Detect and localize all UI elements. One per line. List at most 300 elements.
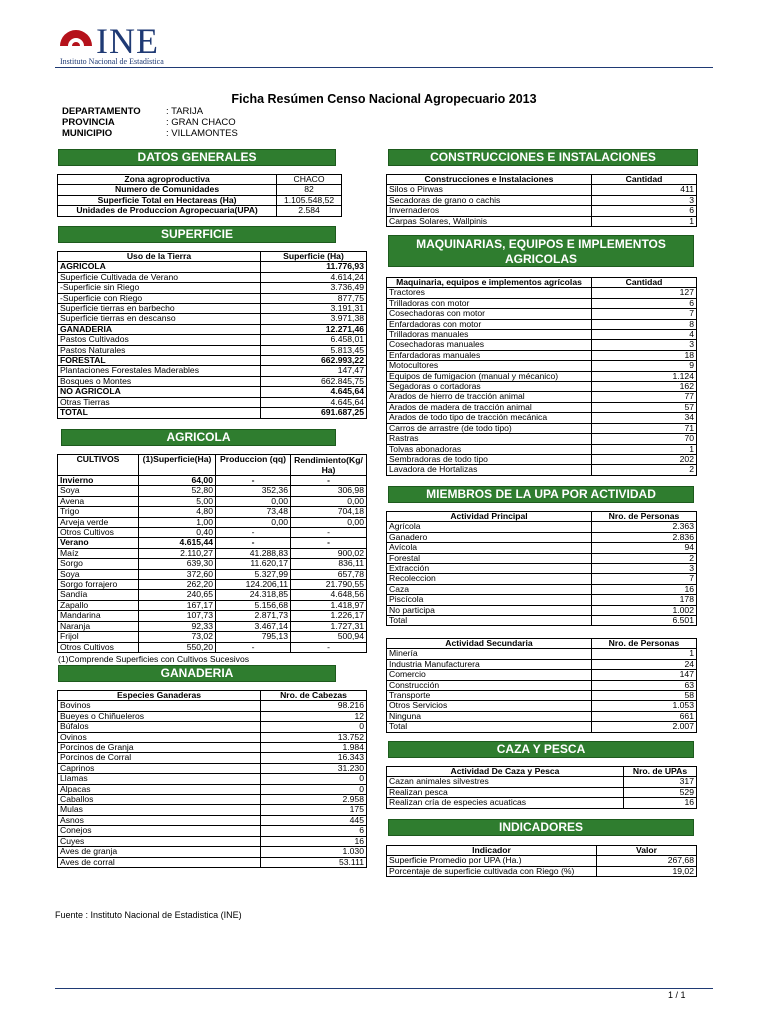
- row-label: Minería: [387, 649, 592, 659]
- row-value: 0,00: [291, 496, 367, 506]
- row-label: Lavadora de Hortalizas: [387, 465, 592, 475]
- row-value: 1.105.548,52: [277, 195, 342, 205]
- row-value: 2.007: [592, 722, 697, 732]
- table-row: [387, 798, 697, 808]
- row-label: Equipos de fumigacion (manual y mécanico): [387, 371, 592, 381]
- row-value: 3: [592, 195, 697, 205]
- row-label: Industria Manufacturera: [387, 659, 592, 669]
- maquinarias-table: [386, 277, 697, 476]
- col-superficie-ha: (1)Superficie(Ha): [139, 455, 216, 476]
- row-label: Cuyes: [58, 836, 261, 846]
- col-maquinaria: Maquinaria, equipos e implementos agrícolas: [387, 278, 592, 288]
- row-label: Realizan pesca: [387, 787, 624, 797]
- table-row: [387, 553, 697, 563]
- table-row: [58, 795, 367, 805]
- row-value: 0: [261, 784, 367, 794]
- table-row: [58, 580, 367, 590]
- table-row: [387, 340, 697, 350]
- row-label: Caprinos: [58, 763, 261, 773]
- row-label: Agrícola: [387, 522, 592, 532]
- row-label: Bueyes o Chiñueleros: [58, 711, 261, 721]
- table-row: [58, 262, 367, 272]
- row-value: 18: [592, 350, 697, 360]
- maquinarias-heading-line1: MAQUINARIAS, EQUIPOS E IMPLEMENTOS: [416, 237, 666, 251]
- row-value: 1,00: [139, 517, 216, 527]
- row-value: 0,40: [139, 528, 216, 538]
- row-value: 73,02: [139, 632, 216, 642]
- actividad-principal-table: [386, 511, 697, 626]
- row-value: 352,36: [216, 486, 291, 496]
- table-row: [58, 517, 367, 527]
- row-label: Soya: [58, 569, 139, 579]
- row-value: 2: [592, 553, 697, 563]
- row-label: Cosechadoras manuales: [387, 340, 592, 350]
- table-row: [58, 805, 367, 815]
- row-value: 4.645,64: [261, 397, 367, 407]
- row-value: 0,00: [216, 517, 291, 527]
- table-row: [58, 356, 367, 366]
- row-label: GANADERIA: [58, 324, 261, 334]
- row-label: Avena: [58, 496, 139, 506]
- value-provincia: : GRAN CHACO: [166, 117, 236, 128]
- row-value: 0: [261, 774, 367, 784]
- table-row: [58, 324, 367, 334]
- table-row: [387, 413, 697, 423]
- ine-logo: [58, 20, 198, 70]
- row-value: 82: [277, 185, 342, 195]
- table-row: [387, 584, 697, 594]
- table-row: [387, 392, 697, 402]
- table-row: [58, 711, 367, 721]
- table-row: [387, 309, 697, 319]
- table-row: [387, 444, 697, 454]
- row-label: Mulas: [58, 805, 261, 815]
- table-row: [58, 366, 367, 376]
- row-label: Superficie Total en Hectareas (Ha): [58, 195, 277, 205]
- row-label: Bosques o Montes: [58, 376, 261, 386]
- row-label: Aves de granja: [58, 847, 261, 857]
- table-row: [58, 408, 367, 418]
- row-label: Invernaderos: [387, 206, 592, 216]
- maquinarias-heading-line2: AGRICOLAS: [505, 252, 577, 266]
- row-value: 877,75: [261, 293, 367, 303]
- col-actividad-principal: Actividad Principal: [387, 512, 592, 522]
- table-row: [387, 522, 697, 532]
- row-label: Porcinos de Granja: [58, 743, 261, 753]
- row-label: Porcinos de Corral: [58, 753, 261, 763]
- row-value: 1: [592, 649, 697, 659]
- row-value: 306,98: [291, 486, 367, 496]
- row-value: 70: [592, 434, 697, 444]
- row-label: Frijol: [58, 632, 139, 642]
- row-label: Aves de corral: [58, 857, 261, 867]
- table-row: [387, 216, 697, 226]
- table-row: [387, 701, 697, 711]
- table-row: [387, 465, 697, 475]
- row-value: 5.156,68: [216, 600, 291, 610]
- table-row: [58, 548, 367, 558]
- label-departamento: DEPARTAMENTO: [62, 106, 141, 117]
- row-value: 317: [624, 777, 697, 787]
- row-label: Tractores: [387, 288, 592, 298]
- row-label: Porcentaje de superficie cultivada con Riego (%): [387, 866, 597, 876]
- agricola-table: [57, 454, 367, 653]
- table-row: [58, 774, 367, 784]
- row-label: Bovinos: [58, 701, 261, 711]
- table-row: [387, 532, 697, 542]
- row-label: Otros Cultivos: [58, 642, 139, 652]
- table-row: [387, 361, 697, 371]
- row-value: 4,80: [139, 507, 216, 517]
- row-label: Zapallo: [58, 600, 139, 610]
- table-row: [387, 350, 697, 360]
- row-value: 7: [592, 309, 697, 319]
- table-row: [58, 476, 367, 486]
- location-labels: [62, 106, 141, 139]
- indicadores-table: [386, 845, 697, 877]
- row-value: 24.318,85: [216, 590, 291, 600]
- table-row: [58, 600, 367, 610]
- row-label: FORESTAL: [58, 356, 261, 366]
- row-value: 124.206,11: [216, 580, 291, 590]
- row-value: 411: [592, 185, 697, 195]
- row-value: 9: [592, 361, 697, 371]
- table-row: [58, 397, 367, 407]
- row-label: Otros Cultivos: [58, 528, 139, 538]
- row-label: Llamas: [58, 774, 261, 784]
- agricola-footnote: (1)Comprende Superficies con Cultivos Sucesivos: [58, 654, 250, 664]
- table-row: [387, 330, 697, 340]
- row-label: Realizan cría de especies acuaticas: [387, 798, 624, 808]
- location-values: [166, 106, 238, 139]
- table-row: [387, 722, 697, 732]
- row-label: Superficie Cultivada de Verano: [58, 272, 261, 282]
- col-personas-secundaria: Nro. de Personas: [592, 639, 697, 649]
- row-value: 52,80: [139, 486, 216, 496]
- row-label: Superficie Promedio por UPA (Ha.): [387, 856, 597, 866]
- row-value: 16: [592, 584, 697, 594]
- row-value: 1.002: [592, 605, 697, 615]
- table-row: [387, 543, 697, 553]
- row-label: Arados de madera de tracción animal: [387, 402, 592, 412]
- table-row: [58, 611, 367, 621]
- row-label: Verano: [58, 538, 139, 548]
- table-row: [58, 345, 367, 355]
- row-value: 662.845,75: [261, 376, 367, 386]
- row-label: Otros Servicios: [387, 701, 592, 711]
- row-value: 19,02: [597, 866, 697, 876]
- logo-text: INE: [96, 21, 159, 61]
- row-value: 1.727,31: [291, 621, 367, 631]
- row-value: 63: [592, 680, 697, 690]
- row-label: Arveja verde: [58, 517, 139, 527]
- table-row: [58, 569, 367, 579]
- row-label: Conejos: [58, 826, 261, 836]
- row-label: Trigo: [58, 507, 139, 517]
- table-row: [58, 621, 367, 631]
- row-label: Trilladoras manuales: [387, 330, 592, 340]
- table-row: [58, 496, 367, 506]
- row-value: 71: [592, 423, 697, 433]
- table-row: [58, 538, 367, 548]
- row-value: 6.501: [592, 616, 697, 626]
- table-row: [58, 293, 367, 303]
- section-header-miembros: MIEMBROS DE LA UPA POR ACTIVIDAD: [388, 486, 694, 503]
- row-value: 3: [592, 564, 697, 574]
- row-value: 57: [592, 402, 697, 412]
- row-value: 11.776,93: [261, 262, 367, 272]
- table-row: [58, 335, 367, 345]
- table-row: [387, 382, 697, 392]
- row-value: 4.614,24: [261, 272, 367, 282]
- row-value: 529: [624, 787, 697, 797]
- row-label: Piscícola: [387, 595, 592, 605]
- table-row: [58, 753, 367, 763]
- row-value: 662.993,22: [261, 356, 367, 366]
- col-superficie: Superficie (Ha): [261, 252, 367, 262]
- datos-generales-table: [57, 174, 342, 217]
- table-row: [387, 402, 697, 412]
- row-value: 202: [592, 454, 697, 464]
- row-value: 41.288,83: [216, 548, 291, 558]
- source-note: Fuente : Instituto Nacional de Estadistica (INE): [55, 910, 242, 920]
- row-value: -: [291, 528, 367, 538]
- row-value: 267,68: [597, 856, 697, 866]
- row-label: Cazan animales silvestres: [387, 777, 624, 787]
- row-value: 0: [261, 722, 367, 732]
- row-value: 16.343: [261, 753, 367, 763]
- row-label: -Superficie sin Riego: [58, 283, 261, 293]
- row-label: Extracción: [387, 564, 592, 574]
- row-value: 167,17: [139, 600, 216, 610]
- row-label: Enfardadoras manuales: [387, 350, 592, 360]
- row-value: 13.752: [261, 732, 367, 742]
- row-value: 12: [261, 711, 367, 721]
- table-row: [58, 283, 367, 293]
- row-label: Otras Tierras: [58, 397, 261, 407]
- table-row: [387, 564, 697, 574]
- row-value: 4: [592, 330, 697, 340]
- table-row: [387, 659, 697, 669]
- table-row: [58, 486, 367, 496]
- table-row: [387, 670, 697, 680]
- ganaderia-table: [57, 690, 367, 868]
- row-value: 6: [592, 298, 697, 308]
- row-label: Mandarina: [58, 611, 139, 621]
- table-row: [58, 632, 367, 642]
- row-label: Comercio: [387, 670, 592, 680]
- table-row: [387, 787, 697, 797]
- row-value: 639,30: [139, 559, 216, 569]
- col-maquinaria-cantidad: Cantidad: [592, 278, 697, 288]
- row-label: Sandía: [58, 590, 139, 600]
- row-value: 262,20: [139, 580, 216, 590]
- row-label: Zona agroproductiva: [58, 175, 277, 185]
- row-value: 3.736,49: [261, 283, 367, 293]
- row-value: 550,20: [139, 642, 216, 652]
- table-row: [58, 743, 367, 753]
- row-value: 900,02: [291, 548, 367, 558]
- table-row: [58, 528, 367, 538]
- table-row: [58, 387, 367, 397]
- table-row: [387, 195, 697, 205]
- row-value: 2.871,73: [216, 611, 291, 621]
- row-label: Carpas Solares, Wallpinis: [387, 216, 592, 226]
- table-row: [58, 722, 367, 732]
- table-row: [387, 454, 697, 464]
- row-value: 5.813,45: [261, 345, 367, 355]
- col-produccion: Produccion (qq): [216, 455, 291, 476]
- table-row: [387, 423, 697, 433]
- table-row: [58, 376, 367, 386]
- table-row: [387, 206, 697, 216]
- row-value: 1.418,97: [291, 600, 367, 610]
- col-indicador: Indicador: [387, 846, 597, 856]
- logo-subtitle: Instituto Nacional de Estadística: [60, 57, 164, 66]
- row-value: 107,73: [139, 611, 216, 621]
- row-value: 1.226,17: [291, 611, 367, 621]
- row-label: Segadoras o cortadoras: [387, 382, 592, 392]
- table-row: [387, 856, 697, 866]
- section-header-superficie: SUPERFICIE: [58, 226, 336, 243]
- col-actividad-secundaria: Actividad Secundaria: [387, 639, 592, 649]
- row-value: 11.620,17: [216, 559, 291, 569]
- col-personas-principal: Nro. de Personas: [592, 512, 697, 522]
- row-value: 6: [261, 826, 367, 836]
- row-value: 1: [592, 444, 697, 454]
- row-value: -: [216, 642, 291, 652]
- row-value: -: [216, 476, 291, 486]
- row-label: Total: [387, 722, 592, 732]
- row-value: -: [291, 476, 367, 486]
- construcciones-table: [386, 174, 697, 227]
- row-label: Avícola: [387, 543, 592, 553]
- row-label: Enfardadoras con motor: [387, 319, 592, 329]
- table-row: [58, 836, 367, 846]
- row-value: 2.836: [592, 532, 697, 542]
- row-value: 2.584: [277, 206, 342, 216]
- row-value: 6: [592, 206, 697, 216]
- page-number: 1 / 1: [668, 990, 686, 1000]
- row-value: 31.230: [261, 763, 367, 773]
- table-row: [387, 298, 697, 308]
- table-row: [58, 507, 367, 517]
- row-label: Caza: [387, 584, 592, 594]
- table-row: [387, 371, 697, 381]
- row-label: Invierno: [58, 476, 139, 486]
- row-value: 3.971,38: [261, 314, 367, 324]
- row-value: CHACO: [277, 175, 342, 185]
- row-label: Rastras: [387, 434, 592, 444]
- row-value: 178: [592, 595, 697, 605]
- row-value: 98.216: [261, 701, 367, 711]
- row-value: -: [216, 528, 291, 538]
- table-row: [58, 857, 367, 867]
- row-value: 445: [261, 815, 367, 825]
- row-label: Pastos Cultivados: [58, 335, 261, 345]
- row-label: Total: [387, 616, 592, 626]
- row-value: 73,48: [216, 507, 291, 517]
- row-label: Superficie tierras en barbecho: [58, 304, 261, 314]
- row-label: Maíz: [58, 548, 139, 558]
- footer-divider: [55, 988, 713, 989]
- row-value: 1.984: [261, 743, 367, 753]
- row-label: Numero de Comunidades: [58, 185, 277, 195]
- row-value: 0,00: [291, 517, 367, 527]
- table-row: [387, 866, 697, 876]
- row-label: Pastos Naturales: [58, 345, 261, 355]
- row-value: 5.327,99: [216, 569, 291, 579]
- row-value: 691.687,25: [261, 408, 367, 418]
- table-row: [387, 680, 697, 690]
- row-value: 2.363: [592, 522, 697, 532]
- row-label: Sembradoras de todo tipo: [387, 454, 592, 464]
- row-label: Arados de hierro de tracción animal: [387, 392, 592, 402]
- section-header-maquinarias: [388, 235, 694, 267]
- row-value: 1.124: [592, 371, 697, 381]
- row-label: Secadoras de grano o cachis: [387, 195, 592, 205]
- row-label: Recoleccion: [387, 574, 592, 584]
- row-value: 21.790,55: [291, 580, 367, 590]
- row-label: Ninguna: [387, 711, 592, 721]
- col-actividad-caza: Actividad De Caza y Pesca: [387, 767, 624, 777]
- row-label: Plantaciones Forestales Maderables: [58, 366, 261, 376]
- page-title: Ficha Resúmen Censo Nacional Agropecuario 2013: [231, 92, 537, 106]
- row-value: -: [291, 642, 367, 652]
- table-row: [58, 847, 367, 857]
- col-cultivos: CULTIVOS: [58, 455, 139, 476]
- row-label: TOTAL: [58, 408, 261, 418]
- row-value: 2.110,27: [139, 548, 216, 558]
- table-row: [58, 559, 367, 569]
- row-label: Sorgo forrajero: [58, 580, 139, 590]
- value-municipio: : VILLAMONTES: [166, 128, 238, 139]
- row-value: 53.111: [261, 857, 367, 867]
- row-value: 162: [592, 382, 697, 392]
- row-value: -: [291, 538, 367, 548]
- row-label: Ovinos: [58, 732, 261, 742]
- table-row: [387, 649, 697, 659]
- row-label: Trilladoras con motor: [387, 298, 592, 308]
- table-row: [58, 826, 367, 836]
- value-departamento: : TARIJA: [166, 106, 204, 117]
- row-value: 94: [592, 543, 697, 553]
- row-value: 2: [592, 465, 697, 475]
- row-value: 657,78: [291, 569, 367, 579]
- row-value: 34: [592, 413, 697, 423]
- row-value: 8: [592, 319, 697, 329]
- row-value: 16: [261, 836, 367, 846]
- row-label: NO AGRICOLA: [58, 387, 261, 397]
- row-label: Sorgo: [58, 559, 139, 569]
- table-row: [387, 288, 697, 298]
- row-value: 77: [592, 392, 697, 402]
- table-row: [58, 185, 342, 195]
- row-value: 6.458,01: [261, 335, 367, 345]
- row-label: -Superficie con Riego: [58, 293, 261, 303]
- row-label: Silos o Pirwas: [387, 185, 592, 195]
- section-header-construcciones: CONSTRUCCIONES E INSTALACIONES: [388, 149, 698, 166]
- row-value: 372,60: [139, 569, 216, 579]
- col-cantidad: Cantidad: [592, 175, 697, 185]
- row-value: 58: [592, 691, 697, 701]
- row-label: No participa: [387, 605, 592, 615]
- table-row: [58, 642, 367, 652]
- row-label: Soya: [58, 486, 139, 496]
- section-header-ganaderia: GANADERIA: [58, 665, 336, 682]
- row-label: Tolvas abonadoras: [387, 444, 592, 454]
- superficie-table: [57, 251, 367, 419]
